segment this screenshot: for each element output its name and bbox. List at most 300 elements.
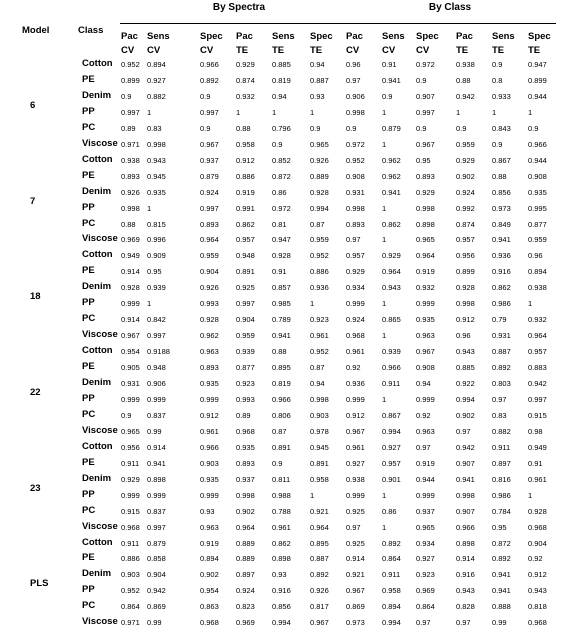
table-cell: 0.969 bbox=[236, 618, 255, 627]
class-label: PE bbox=[82, 73, 95, 85]
table-cell: 0.9 bbox=[121, 410, 132, 420]
table-cell: 0.966 bbox=[200, 60, 219, 69]
table-cell: 0.964 bbox=[236, 522, 255, 532]
table-cell: 0.856 bbox=[272, 602, 291, 612]
table-cell: 0.997 bbox=[200, 203, 219, 213]
table-cell: 0.957 bbox=[382, 458, 401, 468]
table-cell: 1 bbox=[528, 107, 533, 117]
table-cell: 0.965 bbox=[416, 522, 435, 532]
table-cell: 1 bbox=[528, 299, 533, 309]
table-cell: 0.902 bbox=[200, 570, 219, 580]
class-label: Viscose bbox=[82, 137, 118, 149]
table-cell: 0.948 bbox=[236, 251, 255, 261]
class-label: Cotton bbox=[82, 440, 113, 452]
class-label: PC bbox=[82, 408, 96, 420]
table-cell: 0.998 bbox=[236, 490, 255, 500]
table-cell: 1 bbox=[272, 107, 277, 117]
table-cell: 0.97 bbox=[346, 522, 361, 532]
table-cell: 0.899 bbox=[456, 267, 475, 277]
table-cell: 0.904 bbox=[147, 570, 166, 580]
table-cell: 0.9 bbox=[121, 91, 132, 101]
table-cell: 0.909 bbox=[147, 251, 166, 261]
table-cell: 0.889 bbox=[236, 554, 255, 564]
table-cell: 0.963 bbox=[416, 426, 435, 436]
table-cell: 0.968 bbox=[121, 522, 140, 532]
table-cell: 0.869 bbox=[147, 602, 166, 612]
table-cell: 0.904 bbox=[236, 315, 255, 325]
table-cell: 0.864 bbox=[382, 554, 401, 564]
table-cell: 0.935 bbox=[200, 474, 219, 484]
table-cell: 0.867 bbox=[382, 410, 401, 420]
table-cell: 0.915 bbox=[121, 506, 140, 516]
column-header-model: Model bbox=[22, 25, 50, 36]
table-cell: 0.926 bbox=[310, 155, 329, 165]
table-cell: 0.897 bbox=[492, 458, 511, 468]
model-label: 22 bbox=[30, 386, 41, 398]
table-cell: 0.891 bbox=[272, 442, 291, 452]
table-cell: 0.935 bbox=[416, 315, 435, 325]
table-cell: 0.997 bbox=[121, 107, 140, 117]
table-cell: 0.967 bbox=[416, 139, 435, 149]
table-cell: 0.837 bbox=[147, 506, 166, 516]
table-cell: 0.952 bbox=[121, 586, 140, 596]
table-cell: 0.907 bbox=[416, 91, 435, 101]
table-cell: 0.903 bbox=[200, 458, 219, 468]
table-cell: 0.9 bbox=[492, 139, 503, 149]
table-cell: 0.966 bbox=[200, 442, 219, 452]
table-cell: 0.993 bbox=[200, 299, 219, 309]
metric-column-header-top: Sens bbox=[147, 31, 170, 42]
table-cell: 0.882 bbox=[147, 91, 166, 101]
table-cell: 0.862 bbox=[492, 283, 511, 293]
table-cell: 0.957 bbox=[236, 235, 255, 245]
table-cell: 0.995 bbox=[528, 203, 547, 213]
class-label: PC bbox=[82, 313, 96, 325]
table-cell: 0.998 bbox=[456, 299, 475, 309]
table-cell: 0.816 bbox=[492, 474, 511, 484]
table-cell: 0.959 bbox=[236, 331, 255, 341]
class-label: PP bbox=[82, 201, 95, 213]
table-cell: 0.862 bbox=[382, 219, 401, 229]
class-label: PP bbox=[82, 584, 95, 596]
table-cell: 0.924 bbox=[200, 187, 219, 197]
table-cell: 0.796 bbox=[272, 123, 291, 133]
table-cell: 0.943 bbox=[456, 586, 475, 596]
table-cell: 0.919 bbox=[236, 187, 255, 197]
class-label: PE bbox=[82, 456, 95, 468]
table-cell: 1 bbox=[382, 490, 387, 500]
table-cell: 0.8 bbox=[492, 75, 503, 85]
model-label: 6 bbox=[30, 99, 36, 111]
table-cell: 0.9 bbox=[492, 60, 503, 69]
table-cell: 0.879 bbox=[200, 171, 219, 181]
table-cell: 0.947 bbox=[528, 60, 547, 69]
table-cell: 0.86 bbox=[382, 506, 397, 516]
table-cell: 0.912 bbox=[456, 315, 475, 325]
table-cell: 0.944 bbox=[528, 91, 547, 101]
table-cell: 0.97 bbox=[492, 394, 507, 404]
table-cell: 0.929 bbox=[456, 155, 475, 165]
table-cell: 0.99 bbox=[147, 426, 162, 436]
table-cell: 0.964 bbox=[310, 522, 329, 532]
table-cell: 0.952 bbox=[346, 155, 365, 165]
table-cell: 0.898 bbox=[456, 538, 475, 548]
table-cell: 0.991 bbox=[236, 203, 255, 213]
table-cell: 0.969 bbox=[416, 586, 435, 596]
table-cell: 0.957 bbox=[528, 347, 547, 357]
class-label: Denim bbox=[82, 281, 112, 293]
table-cell: 0.964 bbox=[416, 251, 435, 261]
table-cell: 0.842 bbox=[147, 315, 166, 325]
table-cell: 0.919 bbox=[416, 267, 435, 277]
metric-column-header-top: Pac bbox=[456, 31, 473, 42]
table-cell: 0.963 bbox=[416, 331, 435, 341]
table-cell: 0.985 bbox=[272, 299, 291, 309]
table-cell: 0.9 bbox=[416, 75, 427, 85]
table-cell: 0.98 bbox=[528, 426, 543, 436]
table-cell: 0.869 bbox=[346, 602, 365, 612]
table-cell: 0.905 bbox=[121, 363, 140, 373]
table-cell: 0.931 bbox=[492, 331, 511, 341]
table-cell: 0.997 bbox=[528, 394, 547, 404]
metric-column-header-bottom: CV bbox=[416, 45, 430, 56]
rule-by-class bbox=[344, 23, 556, 24]
table-cell: 0.929 bbox=[382, 251, 401, 261]
table-cell: 0.916 bbox=[272, 586, 291, 596]
table-cell: 0.96 bbox=[456, 331, 471, 341]
table-cell: 0.943 bbox=[382, 283, 401, 293]
table-cell: 0.928 bbox=[272, 251, 291, 261]
table-cell: 0.894 bbox=[147, 60, 166, 69]
metric-column-header bbox=[200, 30, 223, 58]
table-cell: 0.784 bbox=[492, 506, 511, 516]
table-cell: 0.895 bbox=[272, 363, 291, 373]
table-cell: 0.968 bbox=[346, 331, 365, 341]
table-cell: 0.936 bbox=[310, 283, 329, 293]
table-cell: 0.927 bbox=[416, 554, 435, 564]
table-cell: 0.964 bbox=[382, 267, 401, 277]
table-cell: 1 bbox=[382, 235, 387, 245]
table-cell: 0.94 bbox=[272, 91, 287, 101]
table-cell: 0.944 bbox=[528, 155, 547, 165]
table-cell: 0.945 bbox=[310, 442, 329, 452]
table-cell: 0.88 bbox=[456, 75, 471, 85]
table-cell: 0.9 bbox=[200, 91, 211, 101]
table-cell: 0.96 bbox=[346, 60, 361, 69]
metric-column-header bbox=[456, 30, 473, 58]
table-cell: 0.965 bbox=[310, 139, 329, 149]
table-cell: 0.961 bbox=[346, 442, 365, 452]
table-cell: 0.929 bbox=[121, 474, 140, 484]
table-cell: 0.815 bbox=[147, 219, 166, 229]
table-cell: 0.973 bbox=[492, 203, 511, 213]
table-cell: 0.788 bbox=[272, 506, 291, 516]
table-cell: 0.933 bbox=[492, 91, 511, 101]
table-cell: 0.997 bbox=[416, 107, 435, 117]
table-cell: 0.925 bbox=[236, 283, 255, 293]
table-cell: 0.967 bbox=[346, 426, 365, 436]
table-cell: 0.998 bbox=[346, 203, 365, 213]
table-cell: 0.997 bbox=[236, 299, 255, 309]
table-cell: 0.806 bbox=[272, 410, 291, 420]
table-cell: 0.992 bbox=[456, 203, 475, 213]
table-cell: 0.957 bbox=[346, 251, 365, 261]
table-cell: 0.949 bbox=[121, 251, 140, 261]
table-cell: 0.956 bbox=[456, 251, 475, 261]
table-cell: 0.966 bbox=[382, 363, 401, 373]
table-cell: 0.892 bbox=[200, 75, 219, 85]
table-cell: 0.961 bbox=[272, 522, 291, 532]
table-cell: 0.929 bbox=[236, 60, 255, 69]
table-cell: 1 bbox=[382, 394, 387, 404]
metric-column-header-bottom: CV bbox=[147, 45, 161, 56]
table-cell: 0.967 bbox=[416, 347, 435, 357]
table-cell: 1 bbox=[456, 107, 461, 117]
table-cell: 0.952 bbox=[310, 251, 329, 261]
class-label: Cotton bbox=[82, 153, 113, 165]
table-cell: 0.903 bbox=[310, 410, 329, 420]
table-cell: 0.928 bbox=[456, 283, 475, 293]
table-cell: 0.941 bbox=[492, 235, 511, 245]
table-cell: 0.965 bbox=[416, 235, 435, 245]
table-cell: 0.895 bbox=[310, 538, 329, 548]
table-cell: 0.894 bbox=[200, 554, 219, 564]
table-cell: 0.892 bbox=[382, 538, 401, 548]
rule-by-spectra bbox=[120, 23, 358, 24]
table-cell: 1 bbox=[382, 331, 387, 341]
table-cell: 0.948 bbox=[147, 363, 166, 373]
table-cell: 0.999 bbox=[147, 490, 166, 500]
table-cell: 0.886 bbox=[310, 267, 329, 277]
metric-column-header bbox=[346, 30, 363, 58]
metric-column-header-bottom: TE bbox=[528, 45, 541, 56]
table-cell: 0.882 bbox=[492, 426, 511, 436]
table-cell: 0.916 bbox=[492, 267, 511, 277]
table-cell: 0.898 bbox=[416, 219, 435, 229]
table-cell: 0.97 bbox=[416, 442, 431, 452]
table-cell: 0.79 bbox=[492, 315, 507, 325]
table-cell: 0.9 bbox=[528, 123, 539, 133]
table-cell: 0.941 bbox=[382, 187, 401, 197]
class-label: PP bbox=[82, 392, 95, 404]
metric-column-header-top: Spec bbox=[200, 31, 223, 42]
table-cell: 0.967 bbox=[121, 331, 140, 341]
table-cell: 0.95 bbox=[416, 155, 431, 165]
table-cell: 0.927 bbox=[382, 442, 401, 452]
table-cell: 0.843 bbox=[492, 123, 511, 133]
table-cell: 0.949 bbox=[528, 442, 547, 452]
table-cell: 0.968 bbox=[200, 618, 219, 627]
metric-column-header-top: Pac bbox=[121, 31, 138, 42]
class-label: Viscose bbox=[82, 520, 118, 532]
table-cell: 0.97 bbox=[456, 426, 471, 436]
table-cell: 0.927 bbox=[147, 75, 166, 85]
table-cell: 0.997 bbox=[200, 107, 219, 117]
table-cell: 0.998 bbox=[121, 203, 140, 213]
metric-column-header-bottom: CV bbox=[382, 45, 396, 56]
table-cell: 0.954 bbox=[200, 586, 219, 596]
table-cell: 0.952 bbox=[310, 347, 329, 357]
table-cell: 0.891 bbox=[236, 267, 255, 277]
table-cell: 0.9 bbox=[272, 139, 283, 149]
class-label: PC bbox=[82, 121, 96, 133]
table-cell: 0.926 bbox=[121, 187, 140, 197]
table-cell: 0.886 bbox=[236, 171, 255, 181]
metric-column-header-top: Sens bbox=[492, 31, 515, 42]
table-cell: 0.877 bbox=[528, 219, 547, 229]
table-cell: 0.928 bbox=[310, 187, 329, 197]
table-cell: 0.811 bbox=[272, 474, 291, 484]
table-cell: 0.999 bbox=[200, 394, 219, 404]
table-cell: 0.998 bbox=[310, 394, 329, 404]
table-cell: 0.872 bbox=[492, 538, 511, 548]
table-cell: 1 bbox=[147, 107, 152, 117]
metric-column-header-bottom: TE bbox=[236, 45, 249, 56]
table-cell: 0.942 bbox=[456, 442, 475, 452]
table-cell: 0.893 bbox=[236, 458, 255, 468]
table-cell: 0.972 bbox=[346, 139, 365, 149]
table-cell: 0.967 bbox=[200, 139, 219, 149]
table-cell: 0.958 bbox=[382, 586, 401, 596]
table-cell: 0.972 bbox=[416, 60, 435, 69]
table-cell: 0.942 bbox=[528, 379, 547, 388]
table-cell: 0.95 bbox=[492, 522, 507, 532]
table-cell: 0.925 bbox=[346, 506, 365, 516]
table-cell: 0.892 bbox=[310, 570, 329, 580]
table-cell: 0.941 bbox=[492, 570, 511, 580]
table-cell: 0.914 bbox=[346, 554, 365, 564]
table-cell: 0.999 bbox=[121, 299, 140, 309]
table-cell: 0.997 bbox=[147, 522, 166, 532]
table-cell: 0.999 bbox=[346, 394, 365, 404]
table-cell: 0.941 bbox=[147, 458, 166, 468]
table-cell: 0.914 bbox=[456, 554, 475, 564]
table-cell: 0.967 bbox=[310, 618, 329, 627]
table-cell: 0.894 bbox=[382, 602, 401, 612]
table-cell: 0.87 bbox=[310, 363, 325, 373]
table-cell: 0.965 bbox=[121, 426, 140, 436]
table-cell: 0.911 bbox=[492, 442, 511, 452]
table-cell: 0.998 bbox=[147, 139, 166, 149]
table-cell: 0.937 bbox=[416, 506, 435, 516]
table-cell: 0.919 bbox=[416, 458, 435, 468]
metric-column-header bbox=[272, 30, 295, 58]
table-cell: 0.889 bbox=[236, 538, 255, 548]
table-cell: 0.936 bbox=[492, 251, 511, 261]
table-cell: 0.957 bbox=[456, 235, 475, 245]
table-cell: 0.999 bbox=[346, 490, 365, 500]
table-cell: 0.88 bbox=[236, 123, 251, 133]
class-label: Viscose bbox=[82, 329, 118, 341]
table-cell: 0.864 bbox=[121, 602, 140, 612]
table-cell: 0.867 bbox=[492, 155, 511, 165]
table-cell: 0.906 bbox=[346, 91, 365, 101]
table-cell: 0.938 bbox=[456, 60, 475, 69]
table-cell: 0.803 bbox=[492, 379, 511, 388]
table-cell: 0.94 bbox=[310, 379, 325, 388]
table-cell: 0.891 bbox=[310, 458, 329, 468]
metric-column-header-bottom: CV bbox=[200, 45, 214, 56]
table-cell: 0.947 bbox=[272, 235, 291, 245]
table-cell: 0.959 bbox=[200, 251, 219, 261]
class-label: Viscose bbox=[82, 424, 118, 436]
table-cell: 0.961 bbox=[200, 426, 219, 436]
metric-column-header-bottom: TE bbox=[272, 45, 285, 56]
table-cell: 0.91 bbox=[382, 60, 397, 69]
metric-column-header-top: Sens bbox=[272, 31, 295, 42]
table-cell: 0.99 bbox=[147, 618, 162, 627]
table-cell: 0.837 bbox=[147, 410, 166, 420]
table-cell: 0.935 bbox=[528, 187, 547, 197]
metric-column-header bbox=[528, 30, 551, 58]
table-cell: 1 bbox=[147, 203, 152, 213]
table-cell: 0.893 bbox=[416, 171, 435, 181]
table-cell: 0.9 bbox=[200, 123, 211, 133]
metric-column-header-bottom: CV bbox=[121, 45, 135, 56]
table-cell: 0.971 bbox=[121, 618, 140, 627]
table-cell: 0.886 bbox=[121, 554, 140, 564]
table-cell: 0.92 bbox=[528, 554, 543, 564]
table-cell: 0.999 bbox=[346, 299, 365, 309]
table-cell: 0.892 bbox=[492, 363, 511, 373]
table-cell: 0.9 bbox=[416, 123, 427, 133]
table-cell: 0.962 bbox=[382, 155, 401, 165]
table-cell: 0.978 bbox=[310, 426, 329, 436]
metric-column-header-top: Spec bbox=[416, 31, 439, 42]
class-label: Denim bbox=[82, 568, 112, 580]
table-cell: 0.862 bbox=[236, 219, 255, 229]
table-cell: 0.898 bbox=[272, 554, 291, 564]
class-label: Denim bbox=[82, 89, 112, 101]
table-cell: 0.972 bbox=[272, 203, 291, 213]
table-cell: 0.927 bbox=[346, 458, 365, 468]
table-cell: 0.908 bbox=[528, 171, 547, 181]
table-cell: 0.988 bbox=[272, 490, 291, 500]
table-cell: 0.899 bbox=[121, 75, 140, 85]
table-cell: 0.939 bbox=[236, 347, 255, 357]
table-cell: 0.95 bbox=[147, 267, 162, 277]
model-label: 7 bbox=[30, 195, 36, 207]
metric-column-header-bottom: CV bbox=[346, 45, 360, 56]
table-cell: 0.958 bbox=[236, 139, 255, 149]
table-cell: 0.916 bbox=[456, 570, 475, 580]
table-cell: 0.97 bbox=[346, 75, 361, 85]
table-cell: 1 bbox=[528, 490, 533, 500]
metric-column-header-bottom: TE bbox=[492, 45, 505, 56]
table-cell: 0.973 bbox=[346, 618, 365, 627]
metric-column-header-top: Sens bbox=[382, 31, 405, 42]
class-label: Denim bbox=[82, 185, 112, 197]
metric-column-header-top: Spec bbox=[310, 31, 333, 42]
table-cell: 0.952 bbox=[121, 60, 140, 69]
table-cell: 0.88 bbox=[272, 347, 287, 357]
table-cell: 0.858 bbox=[147, 554, 166, 564]
table-cell: 0.969 bbox=[121, 235, 140, 245]
table-cell: 0.9 bbox=[346, 123, 357, 133]
table-cell: 0.941 bbox=[272, 331, 291, 341]
metric-column-header bbox=[492, 30, 515, 58]
table-cell: 0.934 bbox=[346, 283, 365, 293]
class-label: Cotton bbox=[82, 249, 113, 261]
table-cell: 0.911 bbox=[121, 458, 140, 468]
table-cell: 0.943 bbox=[147, 155, 166, 165]
table-cell: 0.925 bbox=[346, 538, 365, 548]
table-cell: 0.9 bbox=[456, 123, 467, 133]
table-cell: 0.857 bbox=[272, 283, 291, 293]
table-cell: 0.887 bbox=[310, 554, 329, 564]
table-cell: 0.901 bbox=[382, 474, 401, 484]
group-header-by-spectra: By Spectra bbox=[212, 2, 266, 13]
